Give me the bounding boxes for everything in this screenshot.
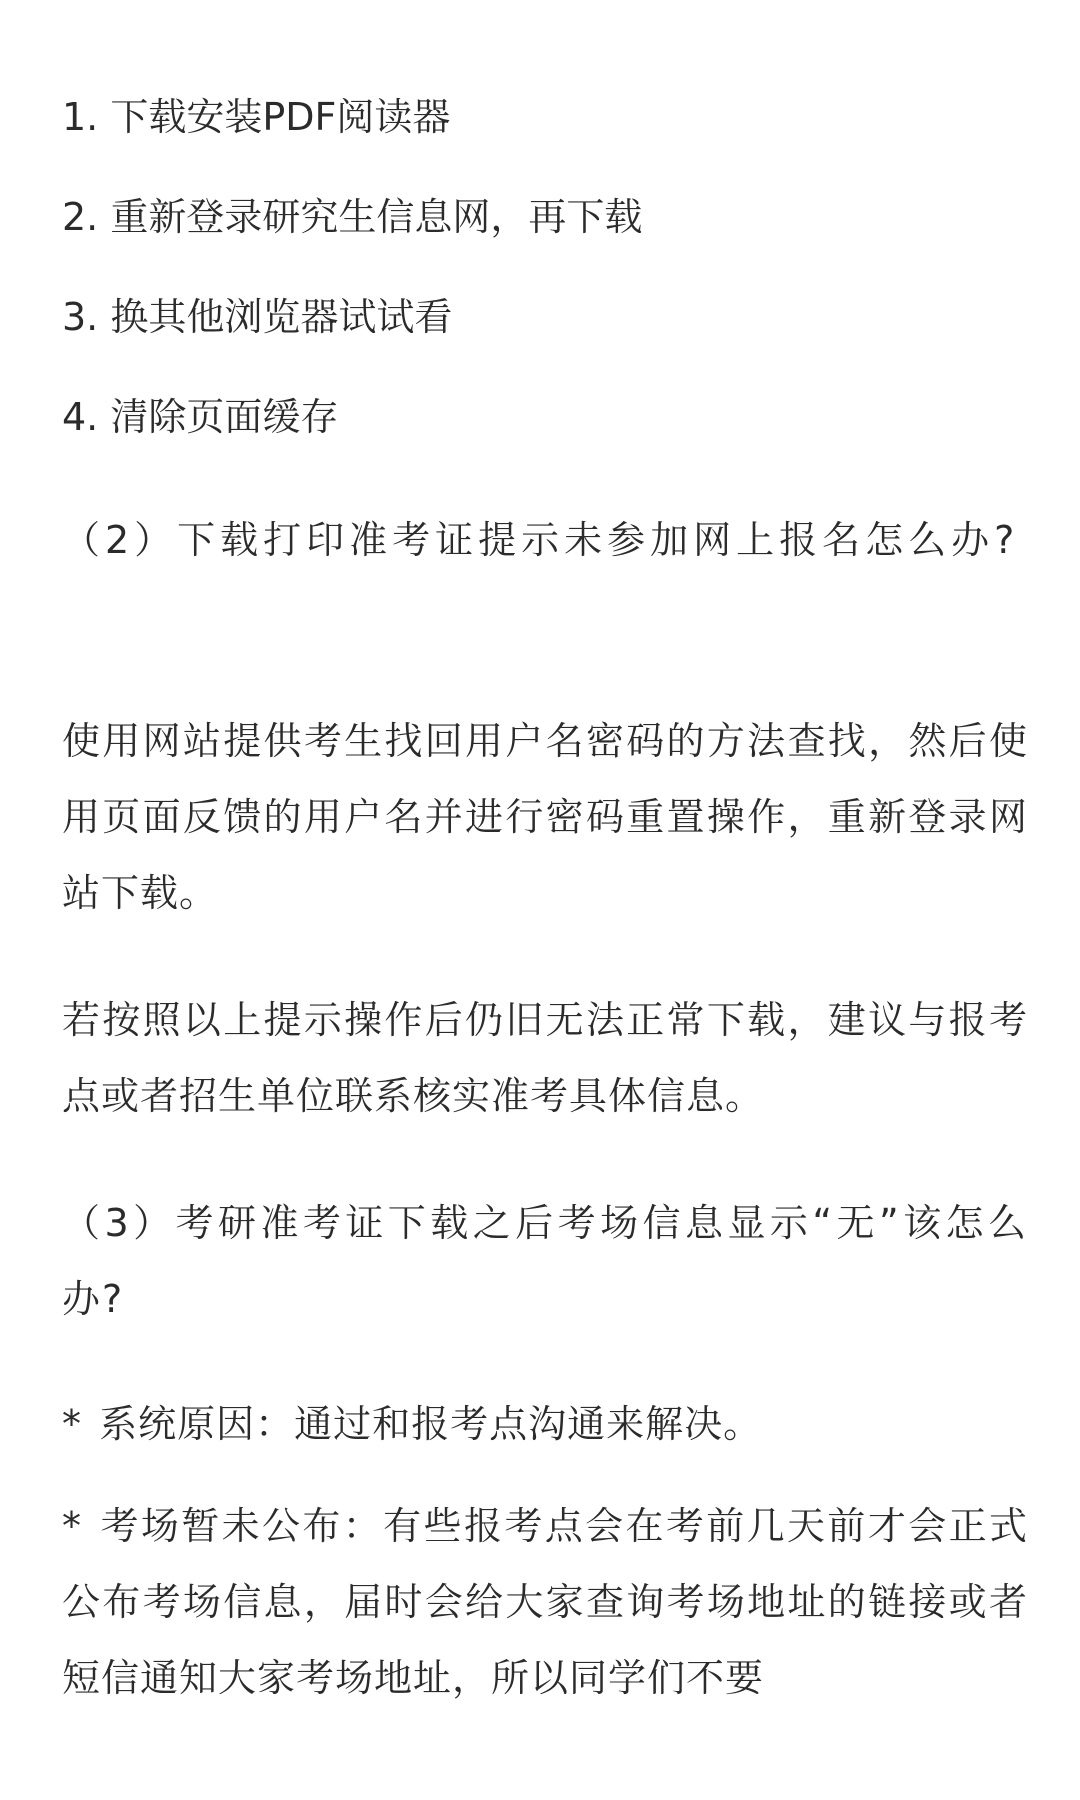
bullet-item — [62, 1488, 1028, 1716]
bullet-text: 系统原因：通过和报考点沟通来解决。 — [99, 1402, 763, 1446]
question-heading: （2）下载打印准考证提示未参加网上报名怎么办? — [62, 518, 1020, 562]
step-item: 3. 换其他浏览器试试看 — [62, 295, 453, 339]
answer-paragraph: 若按照以上提示操作后仍旧无法正常下载，建议与报考点或者招生单位联系核实准考具体信息。 — [62, 998, 1028, 1118]
bullet-mark: * — [62, 1402, 82, 1446]
answer-paragraph: 使用网站提供考生找回用户名密码的方法查找，然后使用页面反馈的用户名并进行密码重置操作，重新登录网站下载。 — [62, 719, 1028, 915]
step-item: 4. 清除页面缓存 — [62, 395, 339, 439]
step-item: 2. 重新登录研究生信息网，再下载 — [62, 195, 643, 239]
question-heading: （3）考研准考证下载之后考场信息显示“无”该怎么办? — [62, 1201, 1028, 1321]
step-item: 1. 下载安装PDF阅读器 — [62, 95, 451, 139]
bullet-mark: * — [62, 1504, 82, 1548]
bullet-item — [62, 1386, 1028, 1462]
bullet-text: 考场暂未公布：有些报考点会在考前几天前才会正式公布考场信息，届时会给大家查询考场地址的链接或者短信通知大家考场地址，所以同学们不要 — [62, 1504, 1028, 1700]
